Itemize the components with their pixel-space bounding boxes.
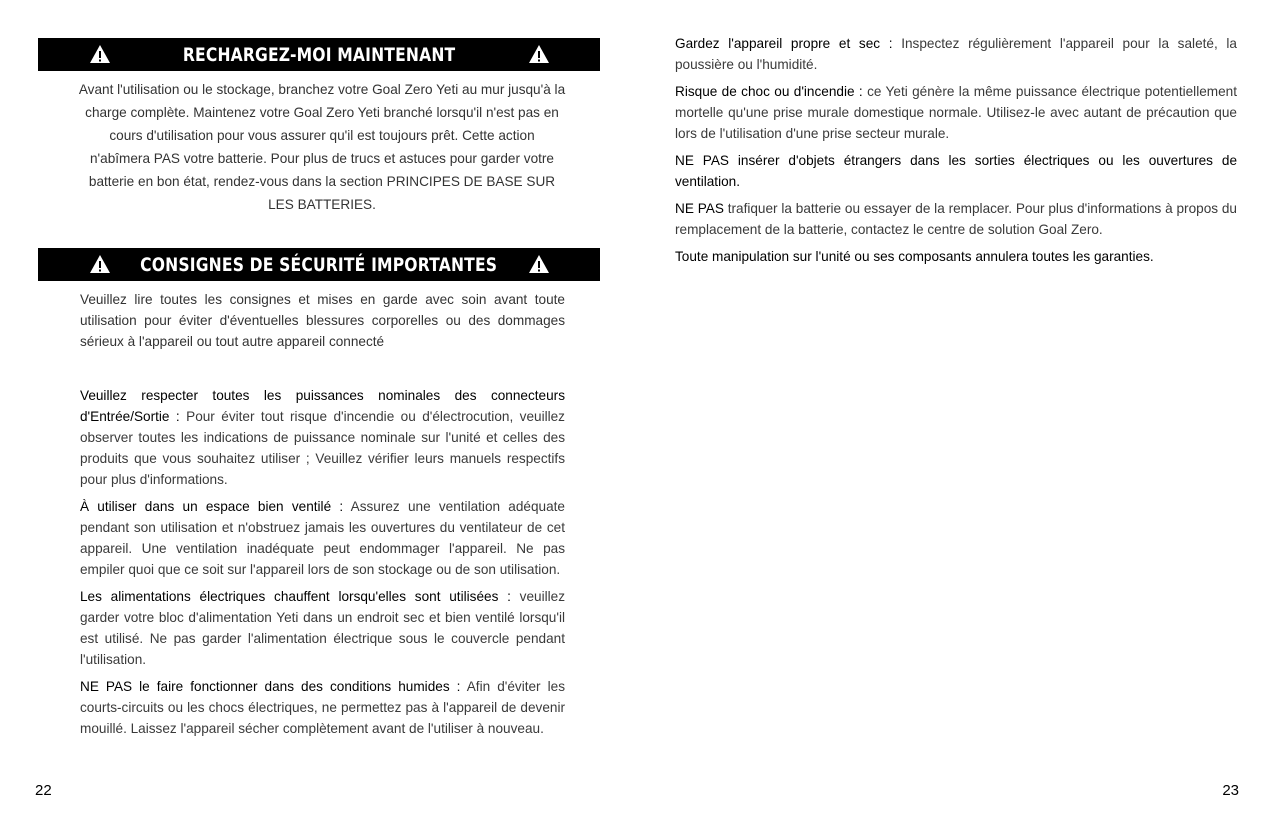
page-right (637, 0, 1275, 825)
safety-item (675, 81, 1237, 144)
safety-item-text: Afin d'éviter les courts-circuits ou les chocs électriques, ne permettez pas à l'appareil de devenir mouillé. Laissez l'appareil sécher complètement avant de l'utiliser à nouveau. (80, 679, 565, 736)
safety-banner (38, 248, 600, 281)
safety-item (80, 586, 565, 670)
safety-item-label: NE PAS (675, 201, 724, 216)
recharge-text: Avant l'utilisation ou le stockage, branchez votre Goal Zero Yeti au mur jusqu'à la charge complète. Maintenez votre Goal Zero Yeti branché lorsqu'il n'est pas en cours d'utilisation pour vous assurer qu'il est toujours prêt. Cette action n'abîmera PAS votre batterie. Pour plus de trucs et astuces pour garder votre batterie en bon état, rendez-vous dans la section PRINCIPES DE BASE SUR LES BATTERIES. (78, 82, 566, 212)
safety-item (80, 676, 565, 739)
safety-item-text: Inspectez régulièrement l'appareil pour la saleté, la poussière ou l'humidité. (675, 36, 1237, 72)
safety-item (675, 246, 1237, 267)
safety-item (80, 385, 565, 490)
recharge-banner (38, 38, 600, 71)
safety-intro: Veuillez lire toutes les consignes et mises en garde avec soin avant toute utilisation pour éviter d'éventuelles blessures corporelles ou des dommages sérieux à l'appareil ou tout autre appareil connecté (80, 292, 565, 349)
page-left (0, 0, 637, 825)
page-number: 22 (35, 782, 52, 799)
safety-item (675, 150, 1237, 192)
safety-item (675, 198, 1237, 240)
safety-item-label: Toute manipulation sur l'unité ou ses composants annulera toutes les garanties. (675, 249, 1154, 264)
safety-item-label: NE PAS le faire fonctionner dans des conditions humides : (80, 679, 461, 694)
safety-item-label: Gardez l'appareil propre et sec : (675, 36, 893, 51)
safety-item-text: Pour éviter tout risque d'incendie ou d'électrocution, veuillez observer toutes les indications de puissance nominale sur l'unité et celles des produits que vous souhaitez utiliser ; Veuillez vérifier leurs manuels respectifs pour plus d'informations. (80, 409, 565, 487)
warning-icon (528, 254, 550, 274)
warning-icon (89, 254, 111, 274)
safety-item (675, 33, 1237, 75)
safety-item-text: veuillez garder votre bloc d'alimentation Yeti dans un endroit sec et bien ventilé lorsqu'il est utilisé. Ne pas garder l'alimentation électrique sous le couvercle pendant l'utilisation. (80, 589, 566, 667)
warning-icon (89, 44, 111, 64)
page-number: 23 (1222, 782, 1239, 799)
safety-item-label: Risque de choc ou d'incendie : (675, 84, 863, 99)
safety-item-label: NE PAS insérer d'objets étrangers dans les sorties électriques ou les ouvertures de ventilation. (675, 153, 1237, 189)
safety-item-label: À utiliser dans un espace bien ventilé : (80, 499, 344, 514)
safety-banner-title: CONSIGNES DE SÉCURITÉ IMPORTANTES (140, 253, 498, 276)
safety-item-label: Les alimentations électriques chauffent lorsqu'elles sont utilisées : (80, 589, 511, 604)
safety-item-text: trafiquer la batterie ou essayer de la remplacer. Pour plus d'informations à propos du remplacement de la batterie, contactez le centre de solution Goal Zero. (675, 201, 1237, 237)
safety-items-right (675, 33, 1237, 273)
safety-item-text: Assurez une ventilation adéquate pendant son utilisation et n'obstruez jamais les ouvertures du ventilateur de cet appareil. Une ventilation inadéquate peut endommager l'appareil. Ne pas empiler quoi que ce soit sur l'appareil lors de son stockage ou de son utilisation. (80, 499, 565, 577)
safety-item-text: ce Yeti génère la même puissance électrique potentiellement mortelle qu'une prise murale domestique normale. Utilisez-le avec autant de précaution que lors de l'utilisation d'une prise secteur murale. (675, 84, 1237, 141)
recharge-banner-title: RECHARGEZ-MOI MAINTENANT (182, 43, 456, 66)
safety-item (80, 496, 565, 580)
warning-icon (528, 44, 550, 64)
safety-items-left (80, 385, 565, 745)
safety-item-label: Veuillez respecter toutes les puissances nominales des connecteurs d'Entrée/Sortie : (80, 388, 565, 424)
